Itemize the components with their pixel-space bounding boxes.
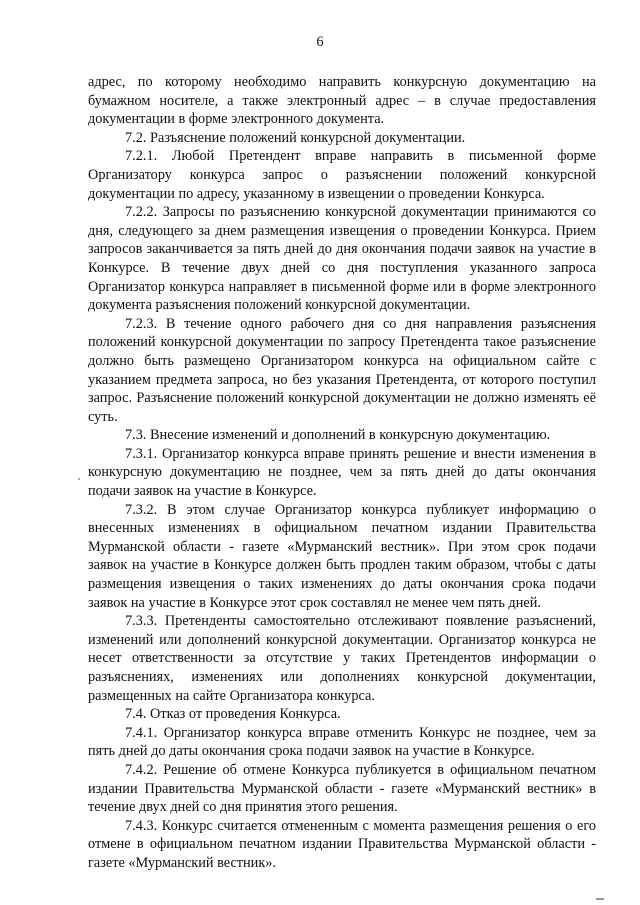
section-heading-7-2: 7.2. Разъяснение положений конкурсной документации.	[125, 129, 466, 146]
page-number: 6	[316, 34, 324, 50]
scan-artifact	[596, 898, 604, 900]
section-heading-7-3: 7.3. Внесение изменений и дополнений в конкурсную документацию.	[125, 427, 551, 444]
paragraph-7-4-1: 7.4.1. Организатор конкурса вправе отменить Конкурс не позднее, чем за пять дней до даты окончания срока подачи заявок на участие в Конкурсе.	[88, 724, 596, 760]
paragraph-7-4-2: 7.4.2. Решение об отмене Конкурса публикуется в официальном печатном издании Правительства Мурманской области - газете «Мурманский вестник» в течение двух дней со дня принятия этого решения.	[88, 761, 596, 816]
paragraph-7-2-3: 7.2.3. В течение одного рабочего дня со дня направления разъяснения положений конкурсной документации по запросу Претендента такое разъяснение должно быть размещено Организатором конкурса на официальном сайте с указанием предмета запроса, но без указания Претендента, от которого поступил запрос. Разъяснение положений конкурсной документации не должно изменять её суть.	[88, 315, 596, 425]
paragraph-7-3-2: 7.3.2. В этом случае Организатор конкурса публикует информацию о внесенных изменениях в официальном печатном издании Правительства Мурманской области - газете «Мурманский вестник». При этом срок подачи заявок на участие в Конкурсе должен быть продлен таким образом, чтобы с даты размещения извещения о таких изменениях до даты окончания срока подачи заявок на участие в Конкурсе этот срок составлял не менее чем пять дней.	[88, 501, 596, 611]
paragraph-7-3-1: 7.3.1. Организатор конкурса вправе принять решение и внести изменения в конкурсную документацию не позднее, чем за пять дней до даты окончания подачи заявок на участие в Конкурсе.	[88, 445, 596, 500]
paragraph-7-2-1: 7.2.1. Любой Претендент вправе направить в письменной форме Организатору конкурса запрос о разъяснении положений конкурсной документации по адресу, указанному в извещении о проведении Конкурса.	[88, 148, 596, 202]
document-body	[88, 73, 596, 873]
paragraph-7-2-2: 7.2.2. Запросы по разъяснению конкурсной документации принимаются со дня, следующего за днем размещения извещения о проведении Конкурса. Прием запросов заканчивается за пять дней до дня окончания подачи заявок на участие в Конкурсе. В течение двух дней со дня поступления указанного запроса Организатор конкурса направляет в письменной форме или в форме электронного документа разъяснения положений конкурсной документации.	[88, 204, 596, 314]
paragraph-7-3-3: 7.3.3. Претенденты самостоятельно отслеживают появление разъяснений, изменений или дополнений конкурсной документации. Организатор конкурса не несет ответственности за отсутствие у таких Претендентов информации о разъяснениях, изменениях или дополнениях конкурсной документации, размещенных на сайте Организатора конкурса.	[88, 613, 596, 704]
paragraph-continuation: адрес, по которому необходимо направить конкурсную документацию на бумажном носителе, а также электронный адрес – в случае предоставления документации в форме электронного документа.	[88, 74, 596, 128]
scan-artifact	[78, 478, 80, 480]
paragraph-7-4-3: 7.4.3. Конкурс считается отмененным с момента размещения решения о его отмене в официальном печатном издании Правительства Мурманской области - газете «Мурманский вестник».	[88, 817, 596, 871]
section-heading-7-4: 7.4. Отказ от проведения Конкурса.	[125, 706, 341, 723]
